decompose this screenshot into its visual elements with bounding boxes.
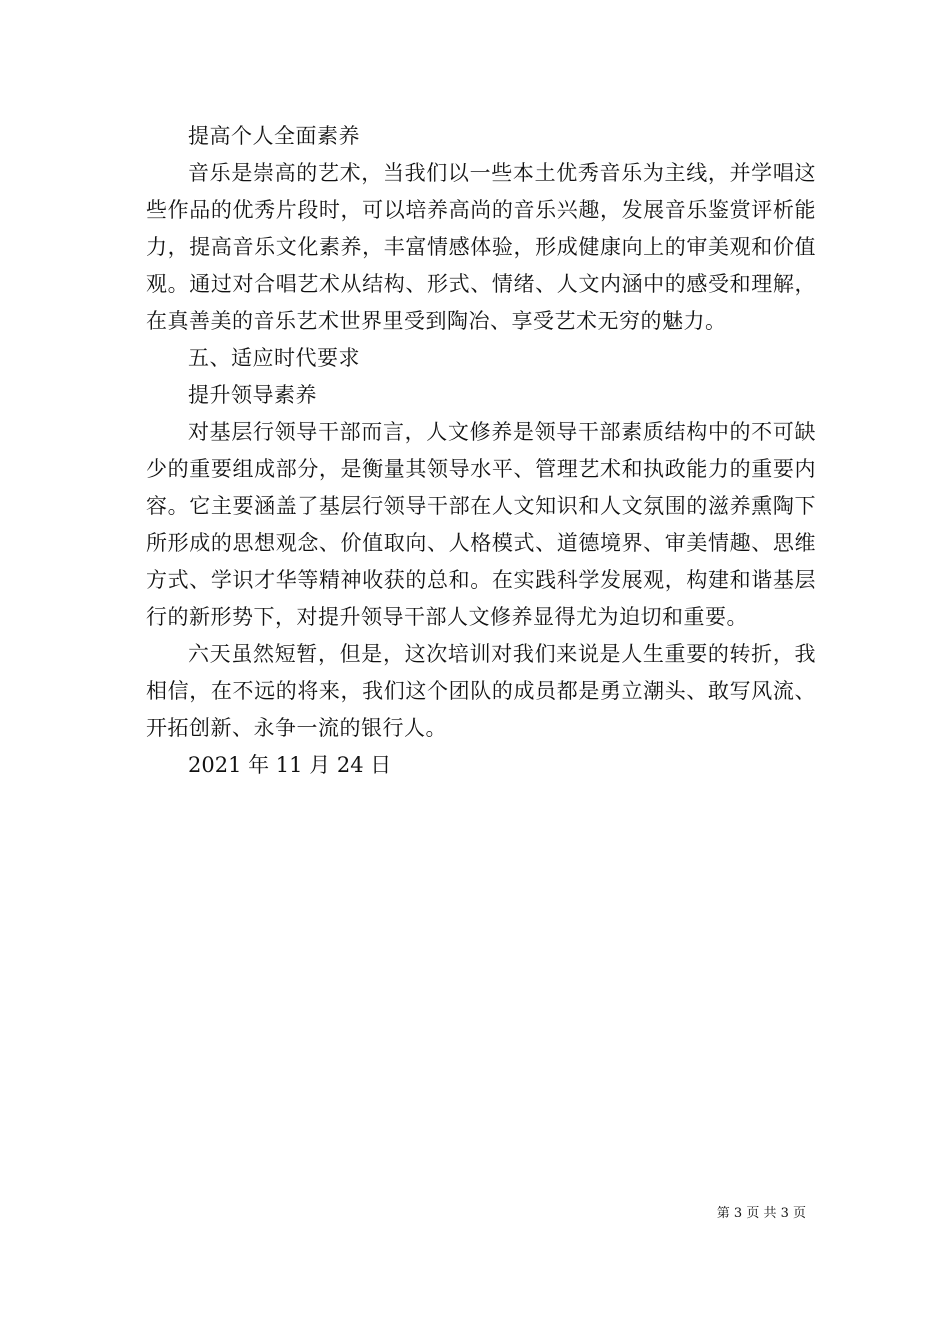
section-heading: 五、适应时代要求 — [188, 346, 360, 370]
page-number-footer: 第 3 页 共 3 页 — [716, 1206, 806, 1221]
paragraph-music: 音乐是崇高的艺术，当我们以一些本土优秀音乐为主线，并学唱这些作品的优秀片段时，可以培养高尚的音乐兴趣，发展音乐鉴赏评析能力，提高音乐文化素养，丰富情感体验，形成健康向上的审美观和价值观。通过对合唱艺术从结构、形式、情绪、人文内涵中的感受和理解，在真善美的音乐艺术世界里受到陶冶、享受艺术无穷的魅力。 — [146, 161, 816, 333]
section-subheading: 提升领导素养 — [188, 383, 317, 407]
paragraph-conclusion: 六天虽然短暂，但是，这次培训对我们来说是人生重要的转折，我相信，在不远的将来，我们这个团队的成员都是勇立潮头、敢写风流、开拓创新、永争一流的银行人。 — [146, 642, 816, 740]
document-body — [146, 118, 816, 784]
document-date: 2021 年 11 月 24 日 — [188, 753, 392, 777]
section-heading: 提高个人全面素养 — [188, 124, 360, 148]
paragraph-leadership: 对基层行领导干部而言，人文修养是领导干部素质结构中的不可缺少的重要组成部分，是衡量其领导水平、管理艺术和执政能力的重要内容。它主要涵盖了基层行领导干部在人文知识和人文氛围的滋养熏陶下所形成的思想观念、价值取向、人格模式、道德境界、审美情趣、思维方式、学识才华等精神收获的总和。在实践科学发展观，构建和谐基层行的新形势下，对提升领导干部人文修养显得尤为迫切和重要。 — [146, 420, 816, 629]
